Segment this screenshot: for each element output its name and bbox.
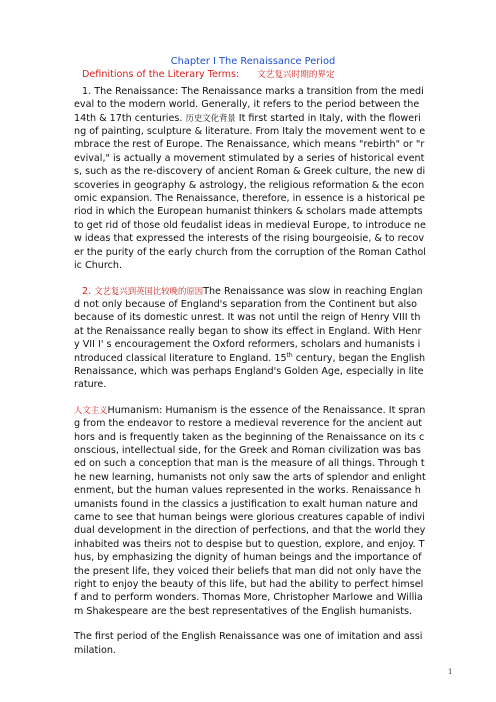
chapter-title: Chapter I The Renaissance Period — [170, 56, 336, 67]
paragraph-late-arrival-part-b: century, began the English Renaissance, which was perhaps England's Golden Age, especially in literature. — [74, 352, 426, 391]
paragraph-humanism — [74, 404, 426, 619]
paragraph-late-arrival-part-a: The Renaissance was slow in reaching England not only because of England's separation from the Continent but also because of its domestic unrest. It was not until the reign of Henry VIII that the Renaissance really began to show its effect in England. With Henry VII I' s encouragement the Oxford reformers, scholars and humanists introduced classical literature to England. 15 — [74, 285, 423, 364]
paragraph-renaissance — [74, 85, 426, 273]
page-number: 1 — [448, 668, 453, 676]
spacer — [74, 273, 426, 285]
paragraph-late-arrival-cn-note: 文艺复兴到英国比较晚的原因 — [94, 285, 204, 296]
paragraph-late-arrival-number: 2. — [82, 285, 95, 297]
spacer — [74, 618, 426, 630]
paragraph-late-arrival — [74, 285, 426, 392]
definitions-heading — [82, 68, 426, 82]
paragraph-renaissance-cn-note: 历史文化背景 — [185, 112, 236, 123]
paragraph-renaissance-part-b: It first started in Italy, with the flowering of painting, sculpture & literature. From Italy the movement went to embrace the rest of Europe. The Renaissance, which means "rebirth" or "revival," is actually a movement stimulated by a series of historical events, such as the re-discovery of ancient Roman & Greek culture, the new discoveries in geography & astrology, the religious reformation & the economic expansion. The Renaissance, therefore, in essence is a historical period in which the European humanist thinkers & scholars made attempts to get rid of those old feudalist ideas in medieval Europe, to introduce new ideas that expressed the interests of the rising bourgeoisie, & to recover the purity of the early church from the corruption of the Roman Catholic Church. — [74, 112, 426, 272]
document-body — [74, 55, 426, 657]
definitions-label: Definitions of the Literary Terms: — [82, 69, 240, 81]
superscript-th: th — [286, 351, 293, 359]
paragraph-renaissance-part-a: 1. The Renaissance: The Renaissance marks a transition from the medieval to the modern world. Generally, it refers to the period between the 14th & 17th centuries. — [74, 85, 424, 124]
paragraph-first-period: The first period of the English Renaissance was one of imitation and assimilation. — [74, 631, 423, 656]
paragraph-humanism-text: Humanism: Humanism is the essence of the Renaissance. It sprang from the endeavor to restore a medieval reverence for the ancient authors and is frequently taken as the beginning of the Renaissance on its conscious, intellectual side, for the Greek and Roman civilization was based on such a conception that man is the measure of all things. Through the new learning, humanists not only saw the arts of splendor and enlightenment, but the human values represented in the works. Renaissance humanists found in the classics a justification to exalt human nature and came to see that human beings were glorious creatures capable of individual development in the direction of perfections, and that the world they inhabited was theirs not to despise but to question, explore, and enjoy. Thus, by emphasizing the dignity of human beings and the importance of the present life, they voiced their beliefs that man did not only have the right to enjoy the beauty of this life, but had the ability to perfect himself and to perform wonders. Thomas More, Christopher Marlowe and William Shakespeare are the best representatives of the English humanists. — [74, 404, 426, 617]
definitions-cn: 文艺复兴时期的界定 — [257, 70, 335, 81]
paragraph-humanism-cn-note: 人文主义 — [74, 404, 108, 415]
spacer — [74, 392, 426, 404]
